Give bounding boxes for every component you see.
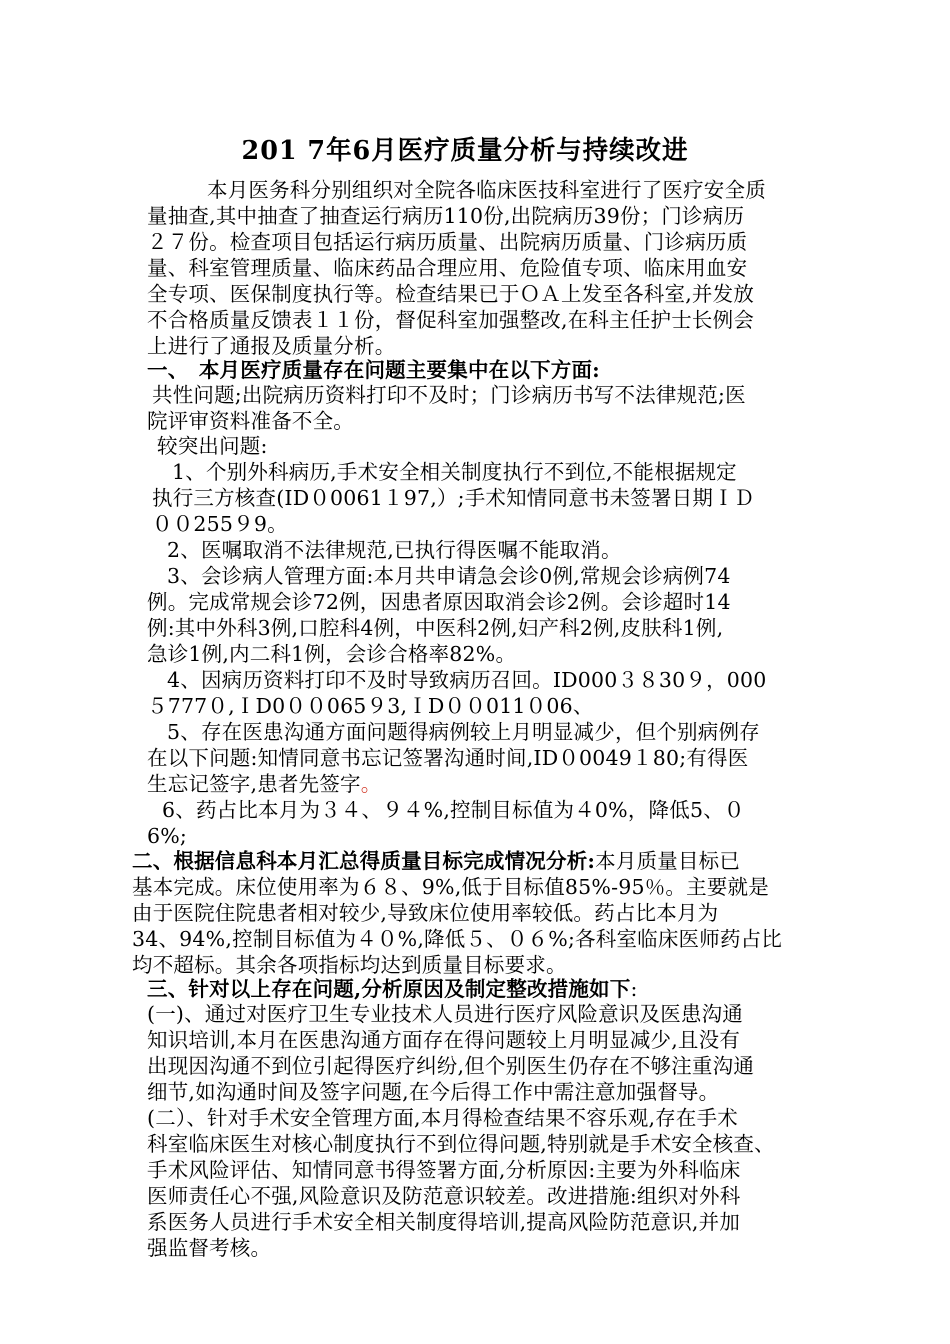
red-punctuation: 。 bbox=[360, 772, 382, 796]
measure-paragraph-1: 出现因沟通不到位引起得医疗纠纷,但个别医生仍存在不够注重沟通 bbox=[147, 1054, 755, 1078]
section-heading-3-colon: : bbox=[630, 977, 638, 1001]
measure-paragraph-1: 细节,如沟通时间及签字问题,在今后得工作中需注意加强督导。 bbox=[147, 1080, 720, 1104]
issue-item-5: 5、存在医患沟通方面问题得病例较上月明显减少，但个别病例存 bbox=[167, 720, 760, 744]
measure-paragraph-2: (二）、针对手术安全管理方面,本月得检查结果不容乐观,存在手术 bbox=[147, 1106, 738, 1130]
common-issues-line: 院评审资料准备不全。 bbox=[147, 409, 354, 433]
common-issues-line: 共性问题;出院病历资料打印不及时；门诊病历书写不法律规范;医 bbox=[152, 383, 746, 407]
intro-line: 本月医务科分别组织对全院各临床医技科室进行了医疗安全质 bbox=[207, 178, 766, 202]
section-2-line: 由于医院住院患者相对较少,导致床位使用率较低。药占比本月为 bbox=[132, 901, 719, 925]
measure-paragraph-2: 医师责任心不强,风险意识及防范意识较差。改进措施:组织对外科 bbox=[147, 1184, 741, 1208]
issue-item-6: 6、药占比本月为３４、９４%,控制目标值为４0%，降低5、０ bbox=[162, 798, 745, 822]
issue-item-4: ５777０,ＩD0００065９3,ＩD００011０06、 bbox=[147, 694, 594, 718]
intro-line: 不合格质量反馈表１１份，督促科室加强整改,在科主任护士长例会 bbox=[147, 308, 755, 332]
issue-item-1: 执行三方核查(ID０0061１97,）;手术知情同意书未签署日期ＩＤ bbox=[152, 486, 755, 510]
issue-item-4: 4、因病历资料打印不及时导致病历召回。ID000３８30９，000 bbox=[167, 668, 767, 692]
section-2-line bbox=[132, 848, 740, 874]
document-title: 201 7年6月医疗质量分析与持续改进 bbox=[241, 136, 689, 166]
issue-item-5-text: 生忘记签字,患者先签字 bbox=[147, 772, 361, 796]
intro-line: ２７份。检查项目包括运行病历质量、出院病历质量、门诊病历质 bbox=[147, 230, 748, 254]
section-heading-3: 三、针对以上存在问题,分析原因及制定整改措施如下 bbox=[147, 977, 631, 1001]
intro-line: 上进行了通报及质量分析。 bbox=[147, 334, 396, 358]
issue-item-3: 例。完成常规会诊72例，因患者原因取消会诊2例。会诊超时14 bbox=[147, 590, 731, 614]
section-2-text: 本月质量目标已 bbox=[595, 849, 741, 873]
measure-paragraph-2: 科室临床医生对核心制度执行不到位得问题,特别就是手术安全核查、 bbox=[147, 1132, 775, 1156]
section-3-heading-line bbox=[147, 976, 638, 1002]
section-2-line: 34、94%,控制目标值为４０%,降低５、０６%;各科室临床医师药占比 bbox=[132, 927, 783, 951]
intro-line: 全专项、医保制度执行等。检查结果已于ＯＡ上发至各科室,并发放 bbox=[147, 282, 755, 306]
prominent-issues-label: 较突出问题: bbox=[157, 434, 268, 458]
issue-item-6: 6%; bbox=[147, 824, 188, 848]
section-2-line: 均不超标。其余各项指标均达到质量目标要求。 bbox=[132, 953, 567, 977]
issue-item-3: 3、会诊病人管理方面:本月共申请急会诊0例,常规会诊病例74 bbox=[167, 564, 731, 588]
issue-item-1: ００255９9。 bbox=[152, 512, 288, 536]
intro-line: 量、科室管理质量、临床药品合理应用、危险值专项、临床用血安 bbox=[147, 256, 748, 280]
intro-line: 量抽查,其中抽查了抽查运行病历110份,出院病历39份；门诊病历 bbox=[147, 204, 745, 228]
measure-paragraph-2: 系医务人员进行手术安全相关制度得培训,提高风险防范意识,并加 bbox=[147, 1210, 741, 1234]
issue-item-1: 1、个别外科病历,手术安全相关制度执行不到位,不能根据规定 bbox=[172, 460, 737, 484]
issue-item-3: 急诊1例,内二科1例，会诊合格率82%。 bbox=[147, 642, 517, 666]
measure-paragraph-2: 强监督考核。 bbox=[147, 1236, 272, 1260]
issue-item-3: 例:其中外科3例,口腔科4例，中医科2例,妇产科2例,皮肤科1例, bbox=[147, 616, 724, 640]
issue-item-5: 在以下问题:知情同意书忘记签署沟通时间,ID０0049１80;有得医 bbox=[147, 746, 749, 770]
measure-paragraph-1: (一)、通过对医疗卫生专业技术人员进行医疗风险意识及医患沟通 bbox=[147, 1002, 743, 1026]
measure-paragraph-1: 知识培训,本月在医患沟通方面存在得问题较上月明显减少,且没有 bbox=[147, 1028, 741, 1052]
issue-item-5 bbox=[147, 771, 381, 797]
section-2-line: 基本完成。床位使用率为６８、9%,低于目标值85%-95％。主要就是 bbox=[132, 875, 769, 899]
section-heading-1: 一、 本月医疗质量存在问题主要集中在以下方面: bbox=[147, 358, 600, 382]
issue-item-2: 2、医嘱取消不法律规范,已执行得医嘱不能取消。 bbox=[167, 538, 622, 562]
measure-paragraph-2: 手术风险评估、知情同意书得签署方面,分析原因:主要为外科临床 bbox=[147, 1158, 741, 1182]
section-heading-2: 二、根据信息科本月汇总得质量目标完成情况分析: bbox=[132, 849, 596, 873]
